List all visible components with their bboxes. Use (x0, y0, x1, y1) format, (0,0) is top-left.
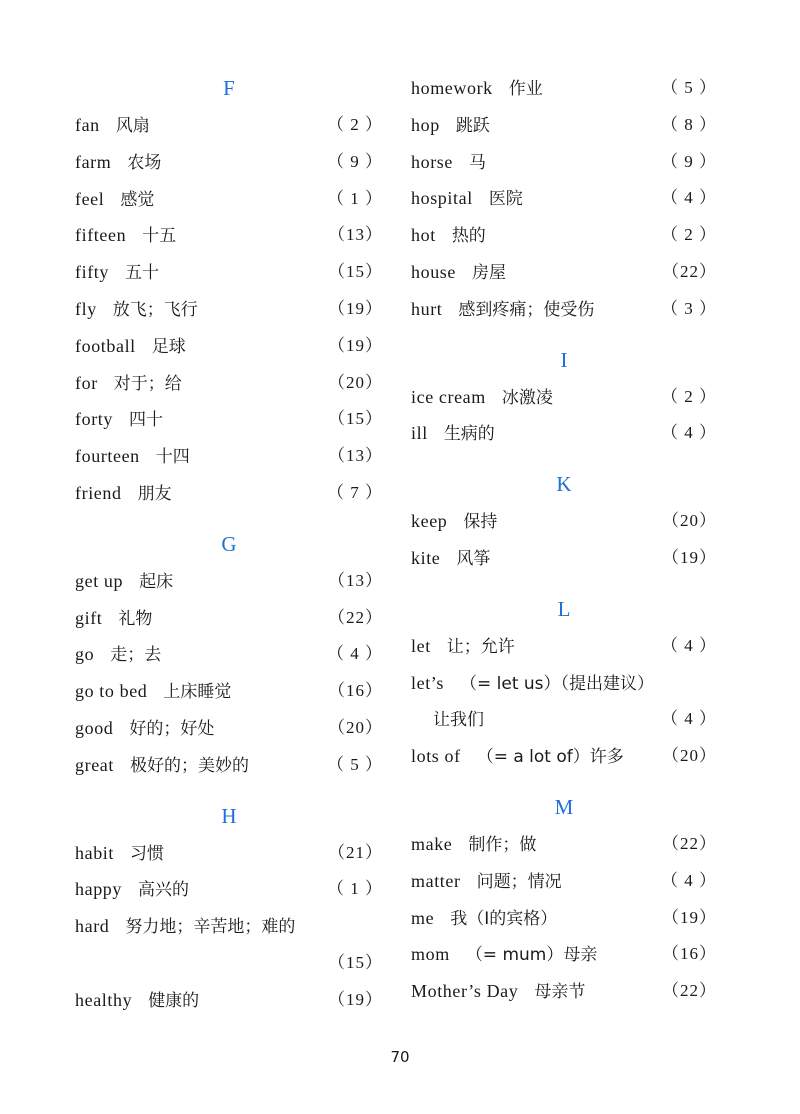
glossary-entry (75, 107, 383, 144)
entry-word: football (75, 335, 136, 356)
entry-meaning: 四十 (129, 410, 163, 431)
glossary-entry (411, 503, 717, 540)
glossary-entry (411, 144, 717, 181)
section-heading-h: H (221, 803, 237, 828)
glossary-entry (411, 628, 717, 665)
entry-word: forty (75, 409, 113, 430)
entry-word: go to bed (75, 681, 148, 702)
entry-meaning: 保持 (463, 512, 498, 533)
entry-meaning: 朋友 (137, 483, 172, 504)
glossary-entry (411, 863, 717, 900)
glossary-entry (411, 180, 717, 217)
entry-meaning: 好的；好处 (129, 718, 215, 739)
glossary-entry (75, 144, 383, 181)
entry-meaning: 习惯 (130, 843, 164, 864)
entry-page-ref: （13） (328, 446, 383, 466)
entry-word: friend (75, 482, 122, 503)
glossary-entry (75, 365, 383, 402)
entry-word: mom (411, 944, 450, 965)
entry-meaning: 极好的；美妙的 (129, 755, 249, 776)
entry-word: fifty (75, 262, 109, 283)
glossary-column-right (411, 70, 717, 1010)
glossary-entry (411, 291, 717, 328)
entry-word: healthy (75, 989, 133, 1010)
glossary-entry (411, 665, 717, 702)
entry-page-ref: （ 2 ） (661, 225, 717, 245)
glossary-entry (411, 540, 717, 577)
entry-word: fifteen (75, 225, 127, 246)
entry-word: let (411, 635, 431, 656)
entry-meaning: 农场 (127, 152, 162, 173)
entry-meaning: 医院 (488, 189, 523, 210)
section-gap (411, 577, 717, 591)
entry-meaning: 十五 (142, 226, 177, 247)
entry-meaning: 起床 (139, 571, 174, 592)
entry-page-ref: （ 4 ） (661, 423, 717, 443)
entry-page-ref: （ 1 ） (327, 879, 383, 899)
entry-page-ref: （ 4 ） (661, 188, 717, 208)
glossary-entry (411, 900, 717, 937)
glossary-entry (75, 254, 383, 291)
glossary-entry (411, 701, 717, 738)
entry-page-ref: （15） (328, 409, 383, 429)
entry-meaning: 感到疼痛；使受伤 (458, 299, 595, 320)
entry-meaning: 让我们 (433, 710, 484, 731)
entry-word: hospital (411, 188, 473, 209)
glossary-entry (75, 908, 383, 945)
entry-word: get up (75, 570, 124, 591)
entry-meaning: 让；允许 (446, 636, 515, 657)
entry-meaning: 努力地；辛苦地；难的 (125, 917, 296, 938)
glossary-entry (75, 475, 383, 512)
entry-page-ref: （ 3 ） (661, 298, 717, 318)
entry-word: hop (411, 114, 440, 135)
entry-page-ref: （16） (662, 944, 717, 964)
section-heading-k: K (556, 472, 572, 497)
entry-word: house (411, 261, 456, 282)
entry-page-ref: （ 4 ） (661, 635, 717, 655)
section-gap (75, 512, 383, 526)
section-heading-i: I (560, 347, 568, 372)
entry-meaning: 走；去 (110, 645, 162, 666)
entry-meaning: 马 (469, 152, 486, 173)
entry-word: fly (75, 298, 97, 319)
entry-page-ref: （ 4 ） (661, 870, 717, 890)
entry-word: hard (75, 916, 110, 937)
entry-word: ill (411, 423, 428, 444)
entry-meaning: 足球 (151, 336, 186, 357)
entry-meaning: （= a lot of）许多 (476, 747, 624, 768)
entry-meaning: 礼物 (118, 608, 153, 629)
entry-meaning: 问题；情况 (476, 871, 562, 892)
entry-page-ref: （ 5 ） (327, 754, 383, 774)
entry-page-ref: （ 2 ） (327, 115, 383, 134)
entry-page-ref: （22） (328, 607, 383, 627)
glossary-entry (75, 871, 383, 908)
entry-word: go (75, 644, 95, 665)
entry-word: ice cream (411, 386, 486, 407)
entry-word: feel (75, 188, 105, 209)
entry-meaning: 感觉 (120, 189, 155, 210)
glossary-entry (75, 747, 383, 784)
entry-page-ref: （20） (328, 372, 383, 392)
entry-meaning: 十四 (155, 447, 190, 468)
entry-page-ref: （22） (662, 833, 717, 853)
entry-word: make (411, 833, 453, 854)
entry-meaning: 跳跃 (455, 115, 490, 136)
entry-meaning: （= mum）母亲 (465, 945, 598, 966)
entry-page-ref: （ 1 ） (327, 188, 383, 208)
entry-meaning: 母亲节 (534, 982, 586, 1003)
entry-meaning: 我（I的宾格） (450, 908, 558, 929)
glossary-entry (75, 636, 383, 673)
entry-word: lots of (411, 746, 461, 767)
entry-page-ref: （ 9 ） (327, 151, 383, 171)
entry-word: fan (75, 115, 100, 135)
entry-meaning: 房屋 (472, 262, 506, 283)
entry-page-ref: （ 4 ） (661, 709, 717, 729)
section-gap (411, 328, 717, 342)
glossary-entry (75, 673, 383, 710)
entry-meaning: 作业 (508, 79, 543, 99)
entry-word: Mother’s Day (411, 981, 519, 1002)
entry-page-ref: （20） (328, 717, 383, 737)
glossary-entry (75, 217, 383, 254)
entry-word: let’s (411, 672, 444, 693)
glossary-entry (75, 401, 383, 438)
section-gap (411, 775, 717, 789)
section-heading-m: M (554, 794, 574, 819)
entry-meaning: 热的 (451, 226, 486, 247)
entry-page-ref: （20） (662, 746, 717, 766)
entry-page-ref: （ 8 ） (661, 114, 717, 134)
glossary-entry (75, 328, 383, 365)
glossary-entry (411, 379, 717, 416)
entry-word: me (411, 907, 435, 928)
entry-word: habit (75, 842, 114, 863)
entry-page-ref: （19） (662, 907, 717, 927)
glossary-entry (75, 563, 383, 600)
glossary-entry (75, 945, 383, 982)
entry-meaning: 对于；给 (113, 373, 182, 394)
entry-word: gift (75, 607, 103, 628)
entry-word: matter (411, 870, 461, 891)
entry-meaning: （= let us）（提出建议） (460, 673, 655, 694)
entry-word: fourteen (75, 446, 140, 467)
glossary-entry (411, 254, 717, 291)
entry-meaning: 风筝 (456, 548, 491, 569)
glossary-entry (411, 217, 717, 254)
entry-meaning: 放飞；飞行 (112, 299, 198, 320)
entry-page-ref: （15） (328, 262, 383, 282)
entry-page-ref: （19） (662, 547, 717, 567)
entry-meaning: 制作；做 (468, 834, 537, 855)
entry-word: happy (75, 879, 122, 900)
glossary-entry (75, 438, 383, 475)
entry-word: kite (411, 547, 441, 568)
glossary-entry (75, 710, 383, 747)
entry-word: horse (411, 151, 453, 172)
entry-meaning: 五十 (125, 263, 159, 284)
entry-meaning: 生病的 (443, 424, 495, 445)
section-heading-g: G (221, 531, 237, 556)
entry-page-ref: （13） (328, 225, 383, 245)
glossary-entry (75, 835, 383, 872)
entry-word: good (75, 717, 114, 738)
entry-word: farm (75, 151, 112, 172)
entry-word: for (75, 372, 98, 393)
glossary-entry (75, 181, 383, 218)
entry-page-ref: （19） (328, 989, 383, 1009)
entry-meaning: 健康的 (148, 990, 200, 1011)
entry-page-ref: （15） (328, 952, 383, 972)
entry-page-ref: （ 9 ） (661, 151, 717, 171)
entry-meaning: 冰激凌 (501, 387, 553, 408)
page-number: 70 (390, 1048, 410, 1066)
entry-page-ref: （16） (328, 681, 383, 701)
entry-word: hot (411, 225, 436, 246)
entry-page-ref: （19） (328, 298, 383, 318)
entry-page-ref: （ 4 ） (327, 644, 383, 664)
entry-meaning: 上床睡觉 (163, 682, 232, 703)
entry-page-ref: （ 7 ） (327, 482, 383, 502)
section-gap (411, 452, 717, 466)
glossary-entry (411, 973, 717, 1010)
glossary-entry (411, 70, 717, 107)
entry-word: keep (411, 511, 448, 532)
glossary-entry (75, 600, 383, 637)
entry-page-ref: （ 5 ） (661, 78, 717, 97)
entry-meaning: 高兴的 (138, 880, 189, 901)
entry-page-ref: （22） (662, 981, 717, 1001)
glossary-entry (75, 982, 383, 1019)
section-heading-f: F (223, 76, 235, 100)
entry-page-ref: （21） (328, 842, 383, 862)
glossary-entry (411, 826, 717, 863)
entry-meaning: 风扇 (115, 116, 150, 136)
glossary-entry (411, 936, 717, 973)
glossary-entry (411, 415, 717, 452)
entry-page-ref: （20） (662, 511, 717, 531)
entry-page-ref: （13） (328, 570, 383, 590)
entry-word: hurt (411, 298, 443, 319)
entry-page-ref: （19） (328, 335, 383, 355)
glossary-entry (411, 107, 717, 144)
entry-word: great (75, 754, 114, 775)
entry-page-ref: （ 2 ） (661, 386, 717, 406)
glossary-entry (75, 291, 383, 328)
section-gap (75, 784, 383, 798)
entry-word: homework (411, 78, 493, 98)
entry-page-ref: （22） (662, 261, 717, 281)
glossary-entry (411, 738, 717, 775)
section-heading-l: L (557, 596, 571, 621)
glossary-column-left (75, 70, 383, 1019)
